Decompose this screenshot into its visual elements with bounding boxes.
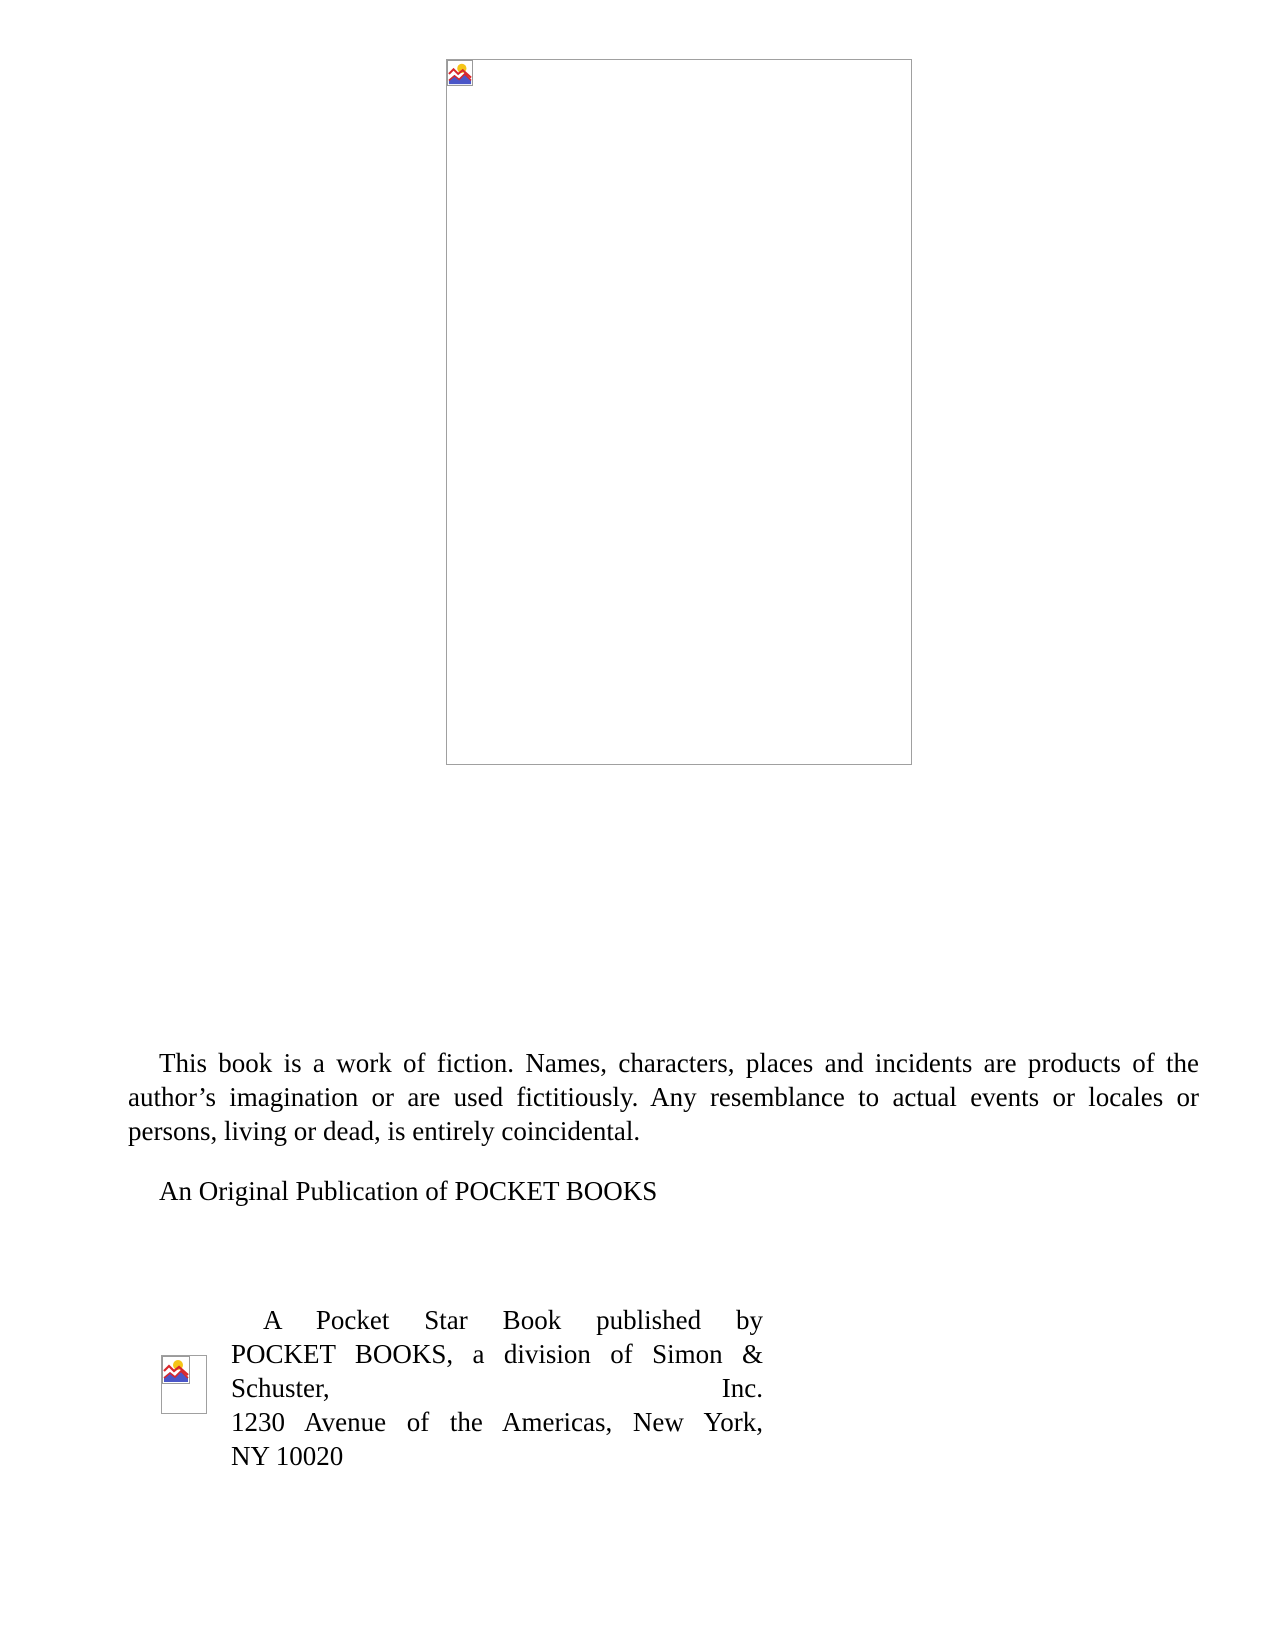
publisher-line: 1230 Avenue of the Americas, New York, [231, 1407, 763, 1437]
fiction-disclaimer: This book is a work of fiction. Names, characters, places and incidents are products of the author’s imagination or are used fictitiously. Any resemblance to actual events or locales or persons, living or dead, is entirely coincidental. [128, 1048, 1199, 1146]
publisher-logo-placeholder [161, 1355, 207, 1414]
original-publication-note: An Original Publication of POCKET BOOKS [159, 1176, 658, 1206]
publisher-address-block [231, 1303, 763, 1473]
publisher-line: A Pocket Star Book published by [263, 1305, 763, 1335]
cover-image-placeholder [446, 59, 912, 765]
publisher-line: POCKET BOOKS, a division of Simon & [231, 1339, 763, 1369]
publisher-line: Schuster, Inc. [231, 1373, 763, 1403]
broken-image-icon [447, 60, 473, 86]
publisher-line: NY 10020 [231, 1441, 344, 1471]
broken-image-icon [162, 1356, 190, 1384]
